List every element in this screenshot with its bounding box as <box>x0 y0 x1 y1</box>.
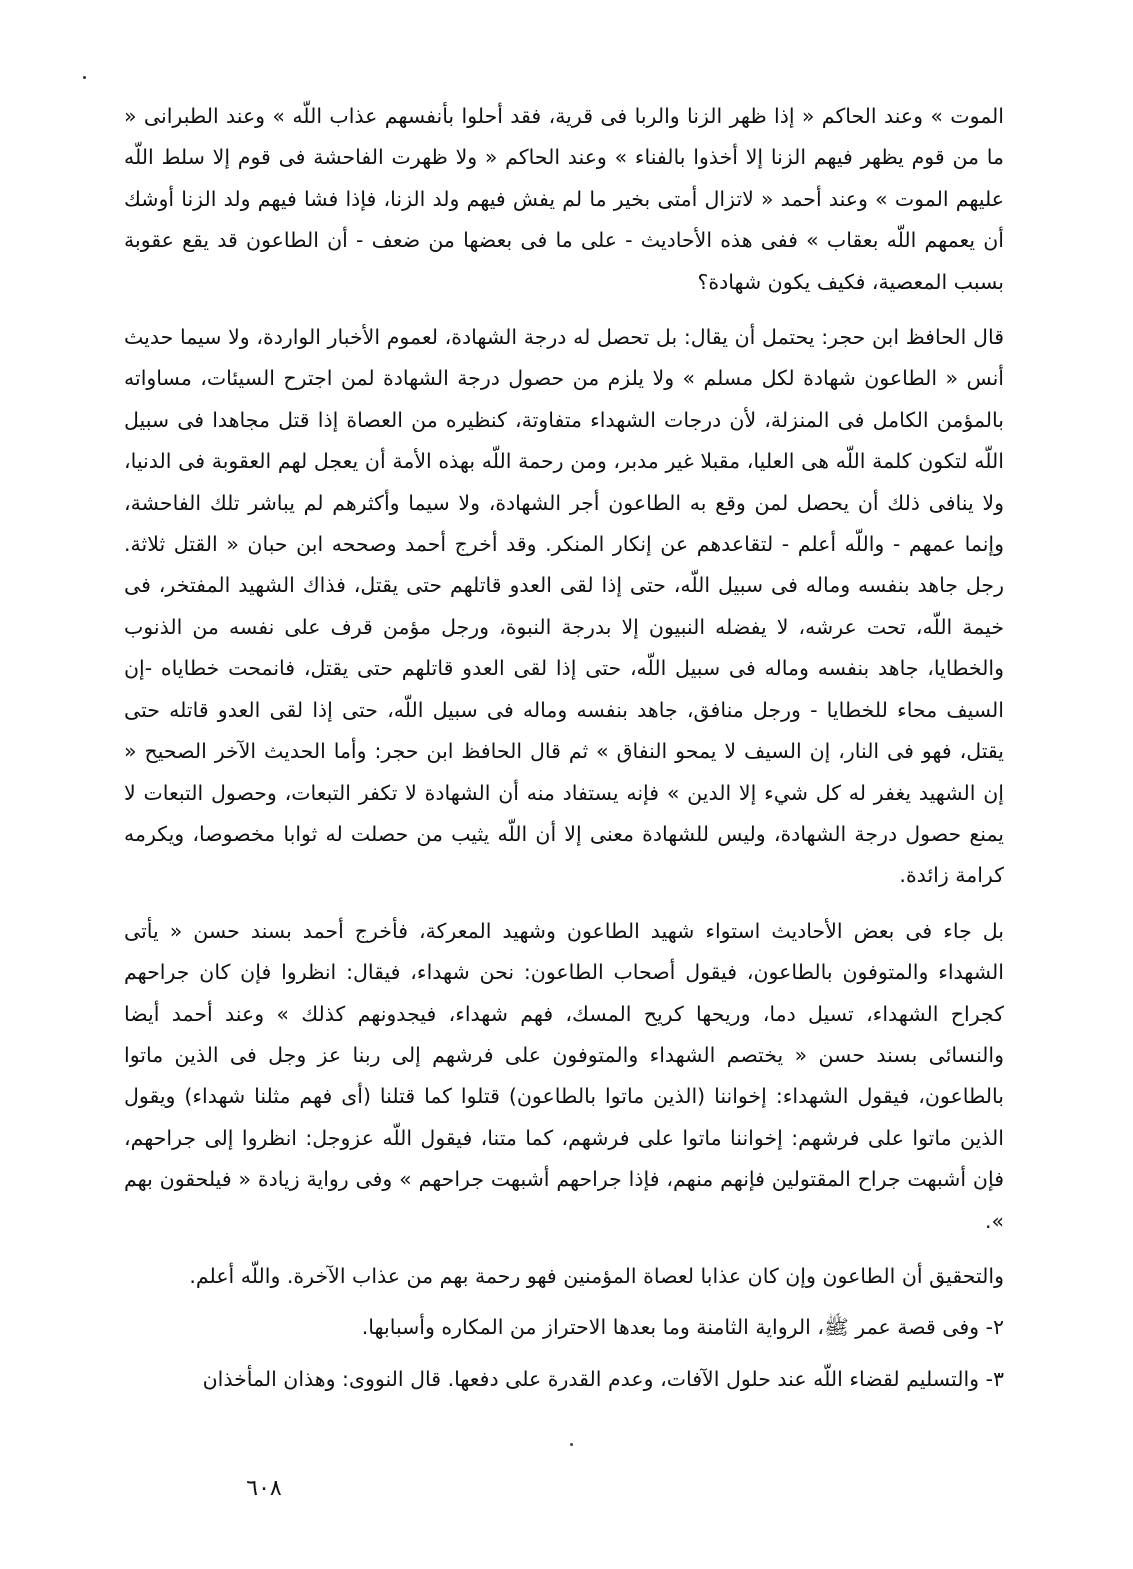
paragraph-spacer <box>124 1297 1004 1307</box>
paragraph-ibn-hajar-commentary: قال الحافظ ابن حجر: يحتمل أن يقال: بل تحصل له درجة الشهادة، لعموم الأخبار الواردة، ولا سيما حديث أنس « الطاعون شهادة لكل مسلم » ولا يلزم من حصول درجة الشهادة لمن اجترح السيئات، مساواته بالمؤمن الكامل فى المنزلة، لأن درجات الشهداء متفاوتة، كنظيره من العصاة إذا قتل مجاهدا فى سبيل اللّه لتكون كلمة اللّه هى العليا، مقبلا غير مدبر، ومن رحمة اللّه بهذه الأمة أن يعجل لهم العقوبة فى الدنيا، ولا ينافى ذلك أن يحصل لمن وقع به الطاعون أجر الشهادة، ولا سيما وأكثرهم لم يباشر تلك الفاحشة، وإنما عمهم - واللّه أعلم - لتقاعدهم عن إنكار المنكر. وقد أخرج أحمد وصححه ابن حبان « القتل ثلاثة. رجل جاهد بنفسه وماله فى سبيل اللّه، حتى إذا لقى العدو قاتلهم حتى يقتل، فذاك الشهيد المفتخر، فى خيمة اللّه، تحت عرشه، لا يفضله النبيون إلا بدرجة النبوة، ورجل مؤمن قرف على نفسه من الذنوب والخطايا، جاهد بنفسه وماله فى سبيل اللّه، حتى إذا لقى العدو قاتلهم حتى يقتل، فانمحت خطاياه -إن السيف محاء للخطايا - ورجل منافق، جاهد بنفسه وماله فى سبيل اللّه، حتى إذا لقى العدو قاتله حتى يقتل، فهو فى النار، إن السيف لا يمحو النفاق » ثم قال الحافظ ابن حجر: وأما الحديث الآخر الصحيح « إن الشهيد يغفر له كل شيء إلا الدين » فإنه يستفاد منه أن الشهادة لا تكفر التبعات، وحصول التبعات لا يمنع حصول درجة الشهادة، وليس للشهادة معنى إلا أن اللّه يثيب من حصلت له ثوابا مخصوصا، ويكرمه كرامة زائدة. <box>124 325 1004 888</box>
page-number: ٦٠٨ <box>246 1476 282 1501</box>
list-item-3: ٣- والتسليم لقضاء اللّه عند حلول الآفات، وعدم القدرة على دفعها. قال النووى: وهذان المأخذان <box>202 1366 1004 1391</box>
paragraph-spacer <box>124 897 1004 911</box>
page-body <box>124 96 1004 1400</box>
paragraph-spacer <box>124 1242 1004 1256</box>
paragraph-verification: والتحقيق أن الطاعون وإن كان عذابا لعصاة المؤمنين فهو رحمة بهم من عذاب الآخرة. واللّه أعلم. <box>189 1263 1004 1288</box>
scan-speck <box>83 76 86 79</box>
list-item-2: ٢- وفى قصة عمر ﷺ، الرواية الثامنة وما بعدها الاحتراز من المكاره وأسبابها. <box>361 1315 1004 1340</box>
paragraph-spacer <box>124 303 1004 317</box>
paragraph-spacer <box>124 1349 1004 1359</box>
scan-speck <box>570 1443 573 1446</box>
paragraph-plague-martyr-equality: بل جاء فى بعض الأحاديث استواء شهيد الطاعون وشهيد المعركة، فأخرج أحمد بسند حسن « يأتى الشهداء والمتوفون بالطاعون، فيقول أصحاب الطاعون: نحن شهداء، فيقال: انظروا فإن كان جراحهم كجراح الشهداء، تسيل دما، وريحها كريح المسك، فهم شهداء، فيجدونهم كذلك » وعند أحمد أيضا والنسائى بسند حسن « يختصم الشهداء والمتوفون على فرشهم إلى ربنا عز وجل فى الذين ماتوا بالطاعون، فيقول الشهداء: إخواننا (الذين ماتوا بالطاعون) قتلوا كما قتلنا (أى فهم مثلنا شهداء) ويقول الذين ماتوا على فرشهم: إخواننا ماتوا على فرشهم، كما متنا، فيقول اللّه عزوجل: انظروا إلى جراحهم، فإن أشبهت جراح المقتولين فإنهم منهم، فإذا جراحهم أشبهت جراحهم » وفى رواية زيادة « فيلحقون بهم ». <box>124 918 1004 1233</box>
paragraph-hadith-plague-punishment: الموت » وعند الحاكم « إذا ظهر الزنا والربا فى قرية، فقد أحلوا بأنفسهم عذاب اللّه » وعند الطبرانى « ما من قوم يظهر فيهم الزنا إلا أخذوا بالفناء » وعند الحاكم « ولا ظهرت الفاحشة فى قوم إلا سلط اللّه عليهم الموت » وعند أحمد « لاتزال أمتى بخير ما لم يفش فيهم ولد الزنا، فإذا فشا فيهم ولد الزنا أوشك أن يعمهم اللّه بعقاب » ففى هذه الأحاديث - على ما فى بعضها من ضعف - أن الطاعون قد يقع عقوبة بسبب المعصية، فكيف يكون شهادة؟ <box>124 104 1004 294</box>
